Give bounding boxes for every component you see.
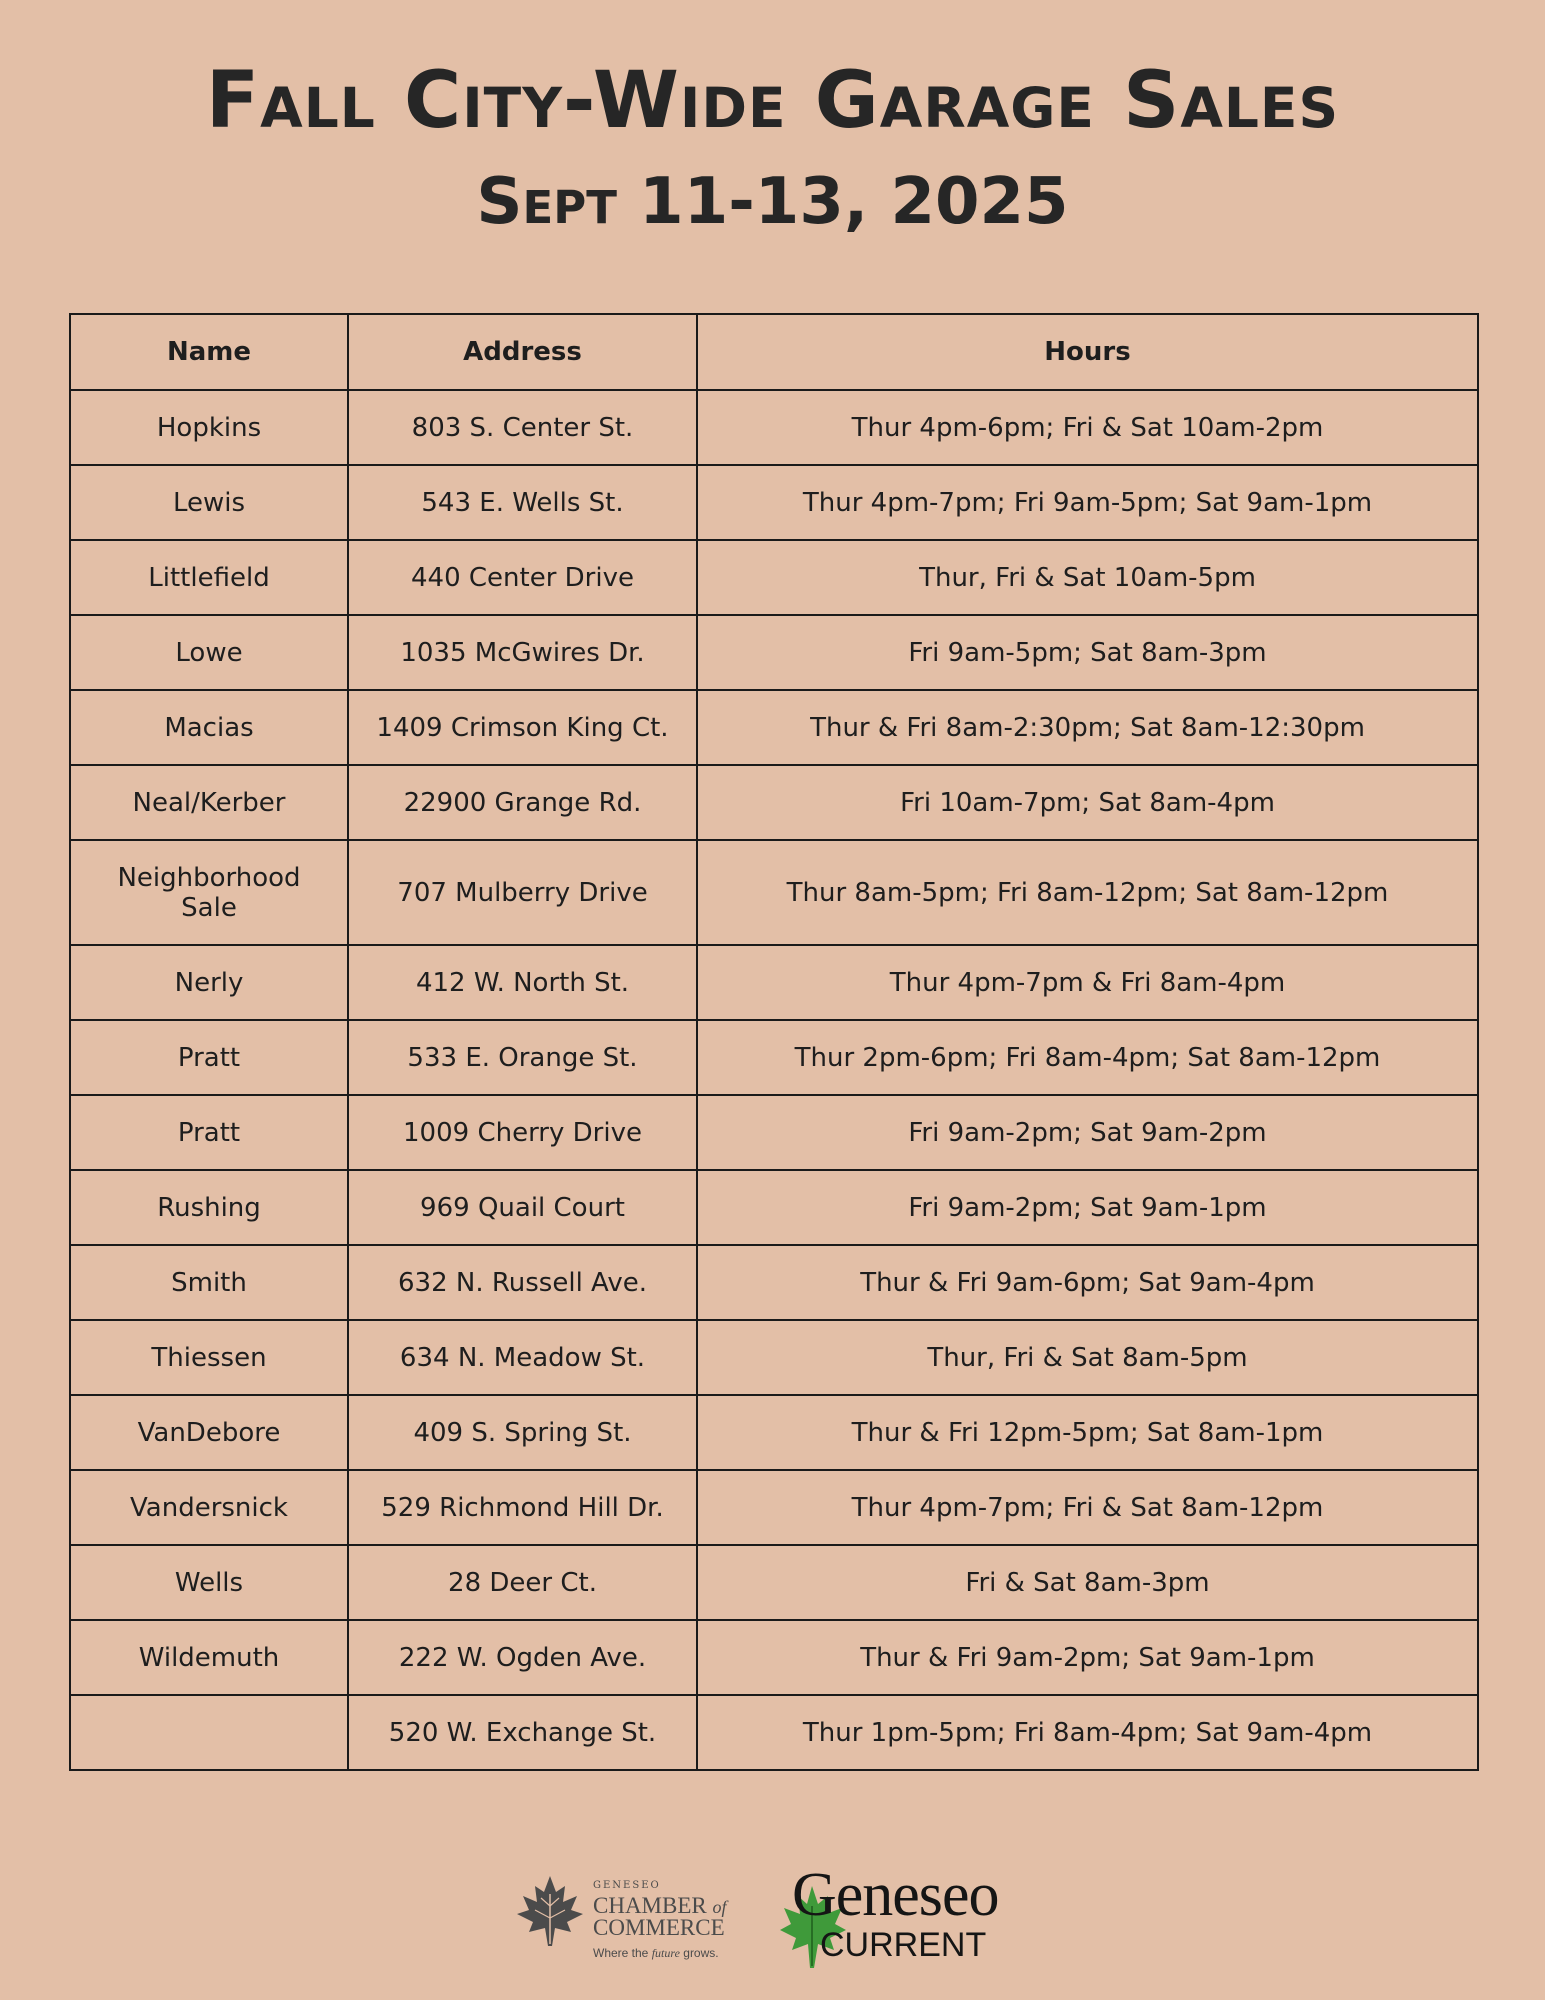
current-logo-line2: CURRENT <box>820 1926 987 1964</box>
table-row <box>70 615 1478 690</box>
table-row <box>70 765 1478 840</box>
cell-hours: Thur & Fri 9am-6pm; Sat 9am-4pm <box>697 1245 1478 1320</box>
cell-name: Hopkins <box>70 390 348 465</box>
column-header-name: Name <box>70 314 348 390</box>
table-row <box>70 1470 1478 1545</box>
cell-address: 969 Quail Court <box>348 1170 697 1245</box>
cell-name: Wells <box>70 1545 348 1620</box>
cell-address: 1035 McGwires Dr. <box>348 615 697 690</box>
cell-name: Smith <box>70 1245 348 1320</box>
cell-address: 409 S. Spring St. <box>348 1395 697 1470</box>
garage-sales-table <box>69 313 1479 1771</box>
cell-address: 1409 Crimson King Ct. <box>348 690 697 765</box>
cell-address: 632 N. Russell Ave. <box>348 1245 697 1320</box>
cell-hours: Thur, Fri & Sat 10am-5pm <box>697 540 1478 615</box>
chamber-tagline <box>593 1946 719 1961</box>
cell-hours: Thur 4pm-6pm; Fri & Sat 10am-2pm <box>697 390 1478 465</box>
cell-address: 222 W. Ogden Ave. <box>348 1620 697 1695</box>
cell-name: Vandersnick <box>70 1470 348 1545</box>
table-row <box>70 1245 1478 1320</box>
table-row <box>70 945 1478 1020</box>
cell-hours: Fri 10am-7pm; Sat 8am-4pm <box>697 765 1478 840</box>
table-row <box>70 1395 1478 1470</box>
column-header-hours: Hours <box>697 314 1478 390</box>
cell-name: Pratt <box>70 1095 348 1170</box>
cell-address: 1009 Cherry Drive <box>348 1095 697 1170</box>
cell-name: Lewis <box>70 465 348 540</box>
cell-address: 533 E. Orange St. <box>348 1020 697 1095</box>
table-row <box>70 690 1478 765</box>
chamber-logo-of: of <box>712 1897 727 1917</box>
cell-hours: Fri & Sat 8am-3pm <box>697 1545 1478 1620</box>
cell-address: 803 S. Center St. <box>348 390 697 465</box>
cell-hours: Thur & Fri 12pm-5pm; Sat 8am-1pm <box>697 1395 1478 1470</box>
cell-address: 440 Center Drive <box>348 540 697 615</box>
cell-name: VanDebore <box>70 1395 348 1470</box>
cell-hours: Thur 8am-5pm; Fri 8am-12pm; Sat 8am-12pm <box>697 840 1478 945</box>
chamber-logo-line2: COMMERCE <box>593 1915 725 1940</box>
table-row <box>70 1320 1478 1395</box>
cell-name: Lowe <box>70 615 348 690</box>
cell-address: 634 N. Meadow St. <box>348 1320 697 1395</box>
table-row <box>70 1170 1478 1245</box>
table-row <box>70 1095 1478 1170</box>
chamber-of-commerce-logo <box>515 1870 745 1970</box>
cell-hours: Thur 1pm-5pm; Fri 8am-4pm; Sat 9am-4pm <box>697 1695 1478 1770</box>
cell-address: 543 E. Wells St. <box>348 465 697 540</box>
cell-address: 520 W. Exchange St. <box>348 1695 697 1770</box>
column-header-address: Address <box>348 314 697 390</box>
current-logo-line1: Geneseo <box>792 1861 999 1929</box>
cell-hours: Fri 9am-5pm; Sat 8am-3pm <box>697 615 1478 690</box>
cell-name: Littlefield <box>70 540 348 615</box>
cell-address: 28 Deer Ct. <box>348 1545 697 1620</box>
table-row <box>70 1545 1478 1620</box>
table-row <box>70 1020 1478 1095</box>
chamber-tagline-post: grows. <box>683 1946 719 1960</box>
cell-hours: Thur, Fri & Sat 8am-5pm <box>697 1320 1478 1395</box>
cell-address: 529 Richmond Hill Dr. <box>348 1470 697 1545</box>
table-row <box>70 465 1478 540</box>
cell-name: Macias <box>70 690 348 765</box>
cell-name <box>70 1695 348 1770</box>
chamber-logo-top: GENESEO <box>593 1880 661 1891</box>
cell-address: 707 Mulberry Drive <box>348 840 697 945</box>
table-row <box>70 540 1478 615</box>
chamber-logo-line1: CHAMBER <box>593 1893 707 1918</box>
chamber-tagline-pre: Where the <box>593 1946 649 1960</box>
cell-name: Neal/Kerber <box>70 765 348 840</box>
cell-name: Thiessen <box>70 1320 348 1395</box>
cell-name: Neighborhood Sale <box>70 840 348 945</box>
cell-hours: Thur 2pm-6pm; Fri 8am-4pm; Sat 8am-12pm <box>697 1020 1478 1095</box>
cell-hours: Thur 4pm-7pm; Fri & Sat 8am-12pm <box>697 1470 1478 1545</box>
cell-hours: Thur & Fri 9am-2pm; Sat 9am-1pm <box>697 1620 1478 1695</box>
cell-address: 412 W. North St. <box>348 945 697 1020</box>
cell-name: Pratt <box>70 1020 348 1095</box>
table-row <box>70 1620 1478 1695</box>
cell-hours: Thur 4pm-7pm & Fri 8am-4pm <box>697 945 1478 1020</box>
cell-hours: Fri 9am-2pm; Sat 9am-2pm <box>697 1095 1478 1170</box>
cell-hours: Fri 9am-2pm; Sat 9am-1pm <box>697 1170 1478 1245</box>
cell-address: 22900 Grange Rd. <box>348 765 697 840</box>
page-subtitle: Sept 11-13, 2025 <box>476 165 1069 239</box>
chamber-tagline-em: future <box>651 1946 680 1960</box>
cell-name: Wildemuth <box>70 1620 348 1695</box>
geneseo-current-logo <box>778 1861 1038 1978</box>
cell-name: Rushing <box>70 1170 348 1245</box>
table-header-row <box>70 314 1478 390</box>
cell-hours: Thur & Fri 8am-2:30pm; Sat 8am-12:30pm <box>697 690 1478 765</box>
cell-name: Nerly <box>70 945 348 1020</box>
table-row <box>70 1695 1478 1770</box>
page-title: Fall City-Wide Garage Sales <box>205 56 1340 146</box>
table-row <box>70 390 1478 465</box>
maple-leaf-icon <box>515 1874 585 1948</box>
table-row <box>70 840 1478 945</box>
footer-logos <box>0 1861 1545 1978</box>
cell-hours: Thur 4pm-7pm; Fri 9am-5pm; Sat 9am-1pm <box>697 465 1478 540</box>
